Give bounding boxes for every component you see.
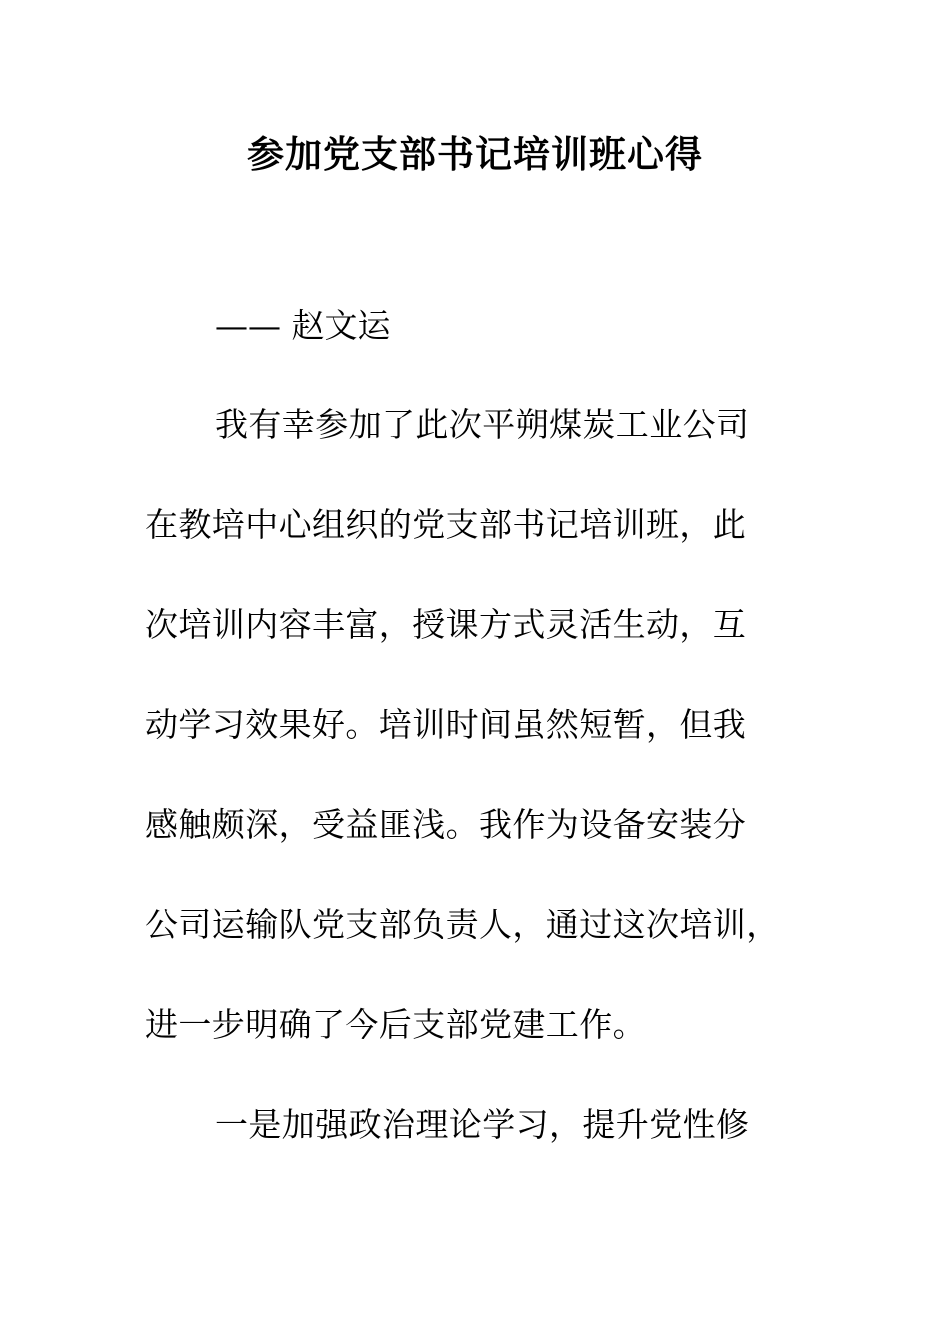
- paragraph-1-line-7: 进一步明确了今后支部党建工作。: [145, 1005, 646, 1044]
- paragraph-1-line-5: 感触颇深，受益匪浅。我作为设备安装分: [145, 805, 747, 844]
- paragraph-1-line-2: 在教培中心组织的党支部书记培训班，此: [145, 505, 747, 544]
- paragraph-1-line-1: 我有幸参加了此次平朔煤炭工业公司: [215, 405, 750, 444]
- paragraph-2-line-1: 一是加强政治理论学习，提升党性修: [215, 1105, 750, 1144]
- author-line: —— 赵文运: [215, 306, 391, 345]
- paragraph-1-line-3: 次培训内容丰富，授课方式灵活生动，互: [145, 605, 747, 644]
- paragraph-1-line-6: 公司运输队党支部负责人，通过这次培训，: [145, 905, 780, 944]
- paragraph-1-line-4: 动学习效果好。培训时间虽然短暂，但我: [145, 705, 747, 744]
- document-title: 参加党支部书记培训班心得: [247, 132, 703, 176]
